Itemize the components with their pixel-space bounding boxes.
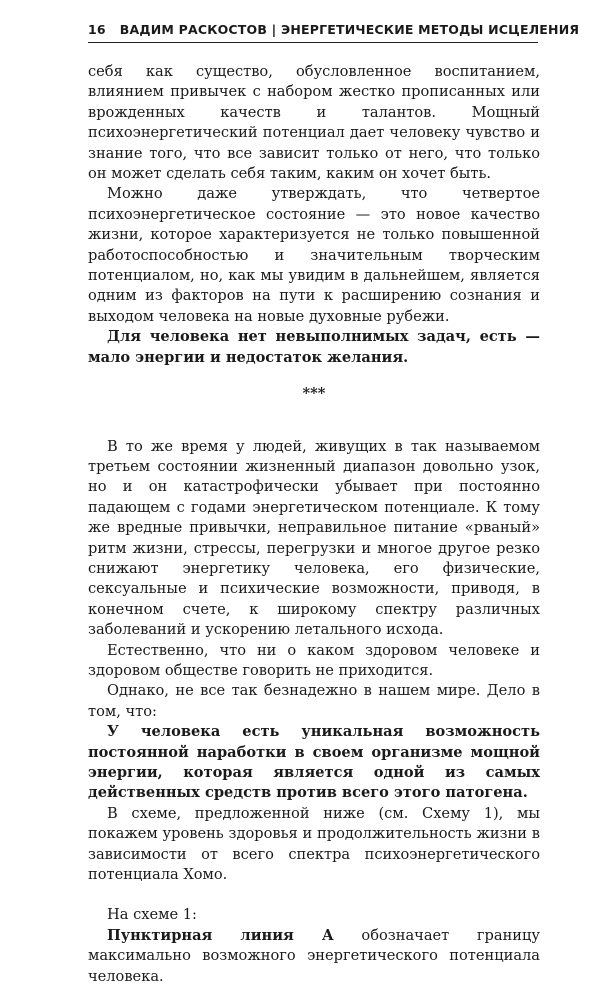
paragraph-2: Можно даже утверждать, что четвертое психоэнергетическое состояние — это новое качество жизни, которое характеризуется не только повышенной работоспособностью и значительным творческим потенциалом, но, как мы увидим в дальнейшем, является одним из факторов на пути к расширению сознания и выходом человека на новые духовные рубежи. — [88, 185, 540, 325]
paragraph-5: Однако, не все так безнадежно в нашем мире. Дело в том, что: — [88, 682, 540, 720]
scheme-caption: На схеме 1: — [107, 906, 197, 924]
dashed-line-description: обозначает границу максимально возможного энергетического потенциала человека. — [88, 926, 540, 985]
paragraph-6: В схеме, предложенной ниже (см. Схему 1), мы покажем уровень здоровья и продолжительность жизни в зависимости от всего спектра психоэнергетического потенциала Хомо. — [88, 804, 540, 884]
paragraph-4: Естественно, что ни о каком здоровом человеке и здоровом обществе говорить не приходится. — [88, 641, 540, 679]
emphasis-paragraph-1: Для человека нет невыполнимых задач, есть — мало энергии и недостаток желания. — [88, 328, 540, 366]
body-text — [88, 62, 540, 987]
paragraph-3: В то же время у людей, живущих в так называемом третьем состоянии жизненный диапазон довольно узок, но и он катастрофически убывает при постоянно падающем с годами энергетическом потенциале. К тому же вредные привычки, неправильное питание «рваный» ритм жизни, стрессы, перегрузки и многое другое резко снижают энергетику человека, его физические, сексуальные и психические возможности, приводя, в конечном счете, к широкому спектру различных заболеваний и ускорению летального исхода. — [88, 437, 540, 639]
paragraph-7 — [88, 926, 540, 987]
running-title: ВАДИМ РАСКОСТОВ | ЭНЕРГЕТИЧЕСКИЕ МЕТОДЫ ИСЦЕЛЕНИЯ — [119, 22, 580, 37]
page-number: 16 — [88, 22, 106, 37]
section-separator: *** — [302, 385, 326, 403]
emphasis-paragraph-2: У человека есть уникальная возможность постоянной наработки в своем организме мощной энергии, которая является одной из самых действенных средств против всего этого патогена. — [88, 723, 540, 802]
dashed-line-term: Пунктирная линия А — [107, 926, 334, 944]
paragraph-1: себя как существо, обусловленное воспитанием, влиянием привычек с набором жестко прописанных или врожденных качеств и талантов. Мощный психоэнергетический потенциал дает человеку чувство и знание того, что все зависит только от него, что только он может сделать себя таким, каким он хочет быть. — [88, 63, 540, 183]
running-header — [88, 22, 580, 43]
